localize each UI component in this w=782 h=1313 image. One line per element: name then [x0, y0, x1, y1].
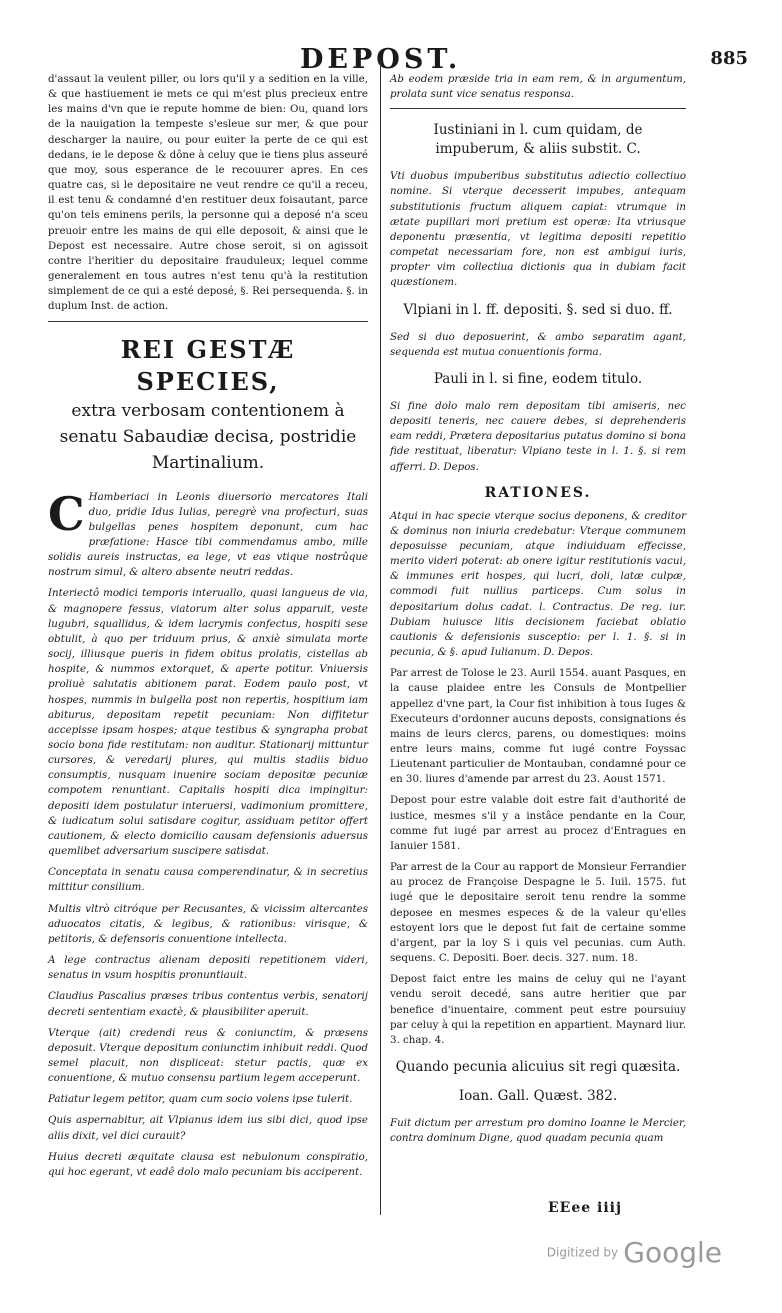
watermark-prefix: Digitized by	[546, 1245, 619, 1260]
right-paragraph-8: Depost faict entre les mains de celuy qui ne l'ayant vendu seroit decedé, sans autre heritier que par benefice d'inuentaire, comment peut estre poursuiuy par celuy à qui la repetition en appartient. Maynard liur. 3. chap. 4.	[390, 973, 686, 1046]
right-paragraph-4: Atqui in hac specie vterque socius deponens, & creditor & dominus non iniuria credebatur: Vterque communem deposuisse pecuniam, atque indiuiduam effecisse, merito videri poterat: ab onere igitur restitutionis vacui, & immunes erit hospes, qui lucri, doli, latæ culpæ, commodi fuit nullius particeps. Cum solus in depositarium dolus cadat. l. Contractus. De reg. iur. Dubiam huiusce litis decisionem faciebat oblatio cautionis & defensionis susceptio: per l. 1. §. si in pecunia, & §. apud Iulianum. D. Depos.	[390, 509, 686, 659]
right-column	[390, 72, 686, 1152]
section-title-caps: REI GESTÆ SPECIES,	[120, 334, 296, 396]
right-paragraph-7: Par arrest de la Cour au rapport de Monsieur Ferrandier au procez de Françoise Despagne le 5. Iuil. 1575. fut iugé que le depositaire seroit tenu rendre la somme deposee en mesmes especes & de la valeur qu'elles estoyent lors que le depost fut fait de certaine somme d'argent, par la loy S i quis vel pecunias. cum Auth. sequens. C. Depositi. Boer. decis. 327. num. 18.	[390, 861, 686, 965]
case-paragraph-7: Vterque (ait) credendi reus & coniunctim, & præsens deposuit. Vterque depositum coniunctim inhibuit reddi. Quod semel placuit, non displiceat: stetur pactis, quæ ex conuentione, & mutuo consensu partium legem acceperunt.	[48, 1026, 369, 1085]
case-paragraph-5: A lege contractus alienam depositi repetitionem videri, senatus in vsum hospitis pronuntiauit.	[48, 954, 368, 982]
case-paragraph-1-text: Hamberiaci in Leonis diuersorio mercatores Itali duo, pridie Idus Iulias, peregrè vna profecturi, suas bulgellas penes hospitem deponunt, cum hac præfatione: Hasce tibi commendamus ambo, mille solidis aureis instructas, ea lege, vt eas vtique nostrûque nostrum simul, & altero absente neutri reddas.	[48, 490, 368, 579]
drop-cap: C	[48, 486, 85, 541]
right-paragraph-2: Sed si duo deposuerint, & ambo separatim agant, sequenda est mutua conuentionis forma.	[390, 330, 686, 358]
left-column	[48, 72, 368, 1186]
section-rule	[48, 321, 368, 322]
subheading-ioan-gall: Ioan. Gall. Quæst. 382.	[458, 1087, 618, 1104]
right-paragraph-3: Si fine dolo malo rem depositam tibi amiseris, nec depositi teneris, nec cauere debes, si deprehenderis eam reddi, Prætera depositarius putatus domino si bona fide restituat, liberatur: Vlpiano teste in l. 1. §. si rem afferri. D. Depos.	[390, 399, 686, 473]
subheading-quando: Quando pecunia alicuius sit regi quæsita.	[395, 1058, 681, 1075]
right-paragraph-6: Depost pour estre valable doit estre fait d'authorité de iustice, mesmes s'il y a instâce pendante en la Cour, comme fut iugé par arrest au procez d'Entragues en Ianuier 1581.	[390, 794, 686, 852]
right-rule	[390, 108, 686, 109]
case-paragraph-3: Conceptata in senatu causa comperendinatur, & in secretius mittitur consilium.	[48, 866, 368, 894]
case-paragraph-10: Huius decreti æquitate clausa est nebulonum conspiratio, qui hoc egerant, vt eadê dolo malo pecuniam bis acciperent.	[48, 1150, 368, 1178]
subheading-iustiniani: Iustiniani in l. cum quidam, de impuberum, & aliis substit. C.	[433, 122, 643, 158]
responsa-intro: Ab eodem præside tria in eam rem, & in argumentum, prolata sunt vice senatus responsa.	[390, 73, 686, 101]
section-title	[48, 334, 368, 476]
page-number: 885	[710, 48, 748, 69]
case-paragraph-1	[48, 486, 368, 581]
right-paragraph-1: Vti duobus impuberibus substitutus adiectio collectiuo nomine. Si vterque decesserit impubes, antequam substitutionis fructum aliquem capiat: vtrumque in ætate pupillari mori pretium est operæ: Ita vtriusque deponentu præsentia, vt legitima depositi repetitio competat necessariam fore, non est ambigui iuris, propter vim collectiua dictionis qua in dubiam facit quæstionem.	[390, 170, 686, 289]
case-paragraph-6: Claudius Pascalius præses tribus contentus verbis, senatorij decreti sententiam exactè, & plausibiliter aperuit.	[48, 990, 368, 1018]
rationes-heading: RATIONES.	[484, 484, 592, 501]
google-logo: Google	[623, 1236, 722, 1269]
section-title-rest: extra verbosam contentionem à senatu Sabaudiæ decisa, postridie Martinalium.	[59, 400, 357, 473]
subheading-vlpiani: Vlpiani in l. ff. depositi. §. sed si duo. ff.	[403, 301, 673, 318]
case-paragraph-8: Patiatur legem petitor, quam cum socio volens ipse tulerit.	[48, 1093, 353, 1106]
digitization-watermark	[547, 1236, 722, 1269]
subheading-pauli: Pauli in l. si fine, eodem titulo.	[433, 370, 643, 387]
case-paragraph-4: Multis vltrò citróque per Recusantes, & vicissim altercantes aduocatos citatis, & legibus, & rationibus: virisque, & petitoris, & defensoris conuentione intellecta.	[48, 902, 368, 945]
intro-paragraph: d'assaut la veulent piller, ou lors qu'il y a sedition en la ville, & que hastiuement ie mets ce qui m'est plus precieux entre les mains d'vn que ie repute homme de bien: Ou, quand lors de la nauigation la tempeste s'esleue sur mer, & que pour descharger la nauire, ou pour euiter la perte de ce qui est dedans, ie le depose & dône à celuy que ie tiens plus asseuré que moy, sous esperance de le recouurer apres. En ces quatre cas, si le depositaire ne veut rendre ce qu'il a receu, il est tenu & condamné d'en restituer deux foisautant, parce qu'on tels eminens perils, la personne qui a deposé n'a sceu preuoir entre les mains de qui elle deposoit, & ainsi que le Depost est necessaire. Autre chose seroit, si on agissoit contre l'heritier du depositaire frauduleux; lequel comme generalement en tous autres n'est tenu qu'à la restitution simplement de ce qui a esté deposé, §. Rei persequenda. §. in duplum Inst. de action.	[48, 73, 368, 313]
running-head: DEPOST.	[300, 44, 462, 75]
right-paragraph-5: Par arrest de Tolose le 23. Auril 1554. auant Pasques, en la cause plaidee entre les Consuls de Montpellier appellez d'vne part, la Cour fist inhibition à tous Iuges & Executeurs d'ordonner aucuns deposts, consignations és mains de leurs clercs, parens, ou domestiques: moins entre leurs mains, comme fut iugé contre Foyssac Lieutenant particulier de Montauban, condamné pour ce en 30. liures d'amende par arrest du 23. Aoust 1571.	[390, 667, 686, 786]
case-paragraph-9: Quis aspernabitur, ait Vlpianus idem ius sibi dici, quod ipse aliis dixit, vel dici curauit?	[48, 1114, 368, 1142]
right-paragraph-9: Fuit dictum per arrestum pro domino Ioanne le Mercier, contra dominum Digne, quod quadam pecunia quam	[390, 1116, 686, 1145]
case-paragraph-2: Interiectô modici temporis interuallo, quasi langueus de via, & magnopere fessus, viatorum alter solus apparuit, veste lugubri, squallidus, & idem lacrymis confectus, hospiti sese obtulit, à quo per triduum prius, & anxiè simulata morte socij, illiusque pueris in fidem obitus prolatis, cistellas ab hospite, & nummos extorquet, & aperte potitur. Vniuersis proliuè salutatis abitionem parat. Eodem paulo post, vt hospes, nummis in bulgella post non repertis, hospitium iam abiturus, depositam repetit pecuniam: Non diffitetur accepisse ipsam hospes; atque testibus & syngrapha probat socio bona fide restitutam: non auditur. Stationarij mittuntur cursores, & veredarij plures, qui multis stadiis biduo consumptis, nusquam inuenire sociam depositæ pecuniæ compotem renuntiant. Capitalis hospiti dica impingitur: depositi idem postulatur interuersi, vadimonium promittere, & iudicatum solui satisdare cogitur, assiduam petitor offert cautionem, & electo domicilio causam defensionis aduersus quemlibet adversarium suscipere satisdat.	[48, 587, 368, 858]
column-divider	[380, 60, 381, 1215]
page-header	[0, 44, 782, 74]
signature-catchword: EEee iiij	[548, 1200, 623, 1216]
